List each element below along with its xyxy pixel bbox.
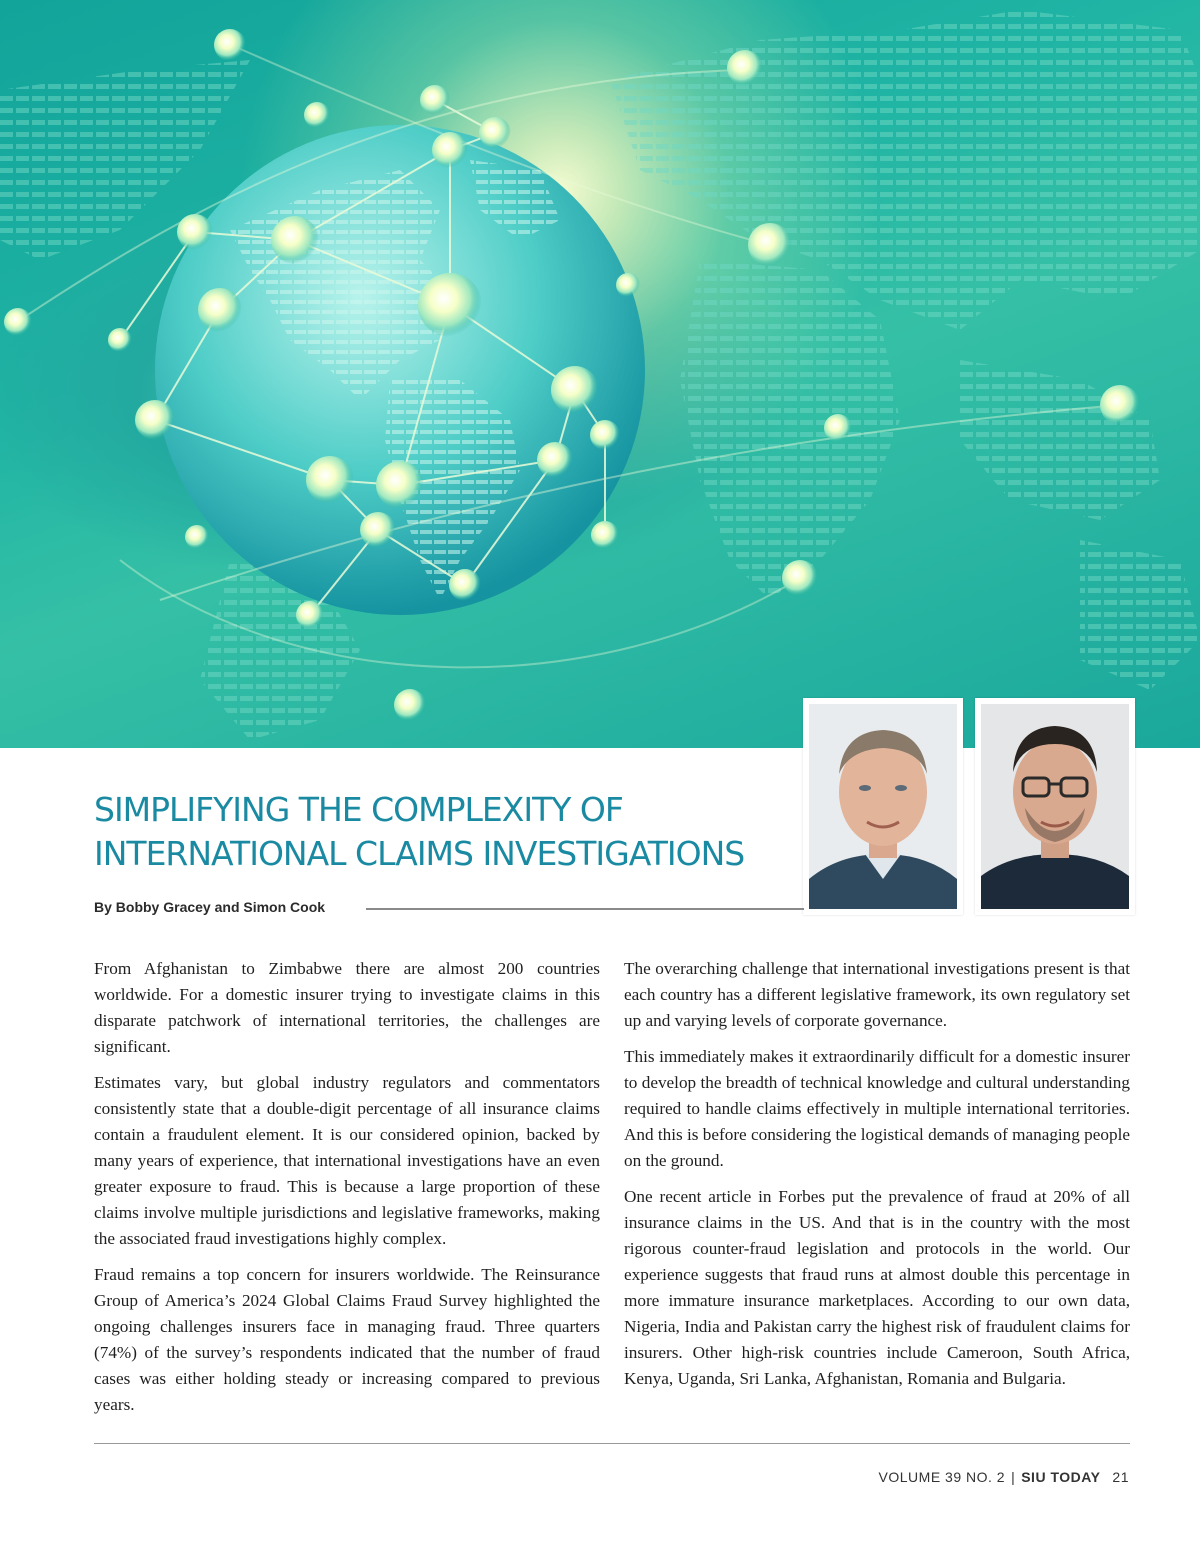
paragraph: The overarching challenge that international investigations present is that each country has a different legislative framework, its own regulatory set up and varying levels of corporate governance. (624, 959, 1130, 1030)
article-title (94, 788, 814, 876)
title-line-1: SIMPLIFYING THE COMPLEXITY OF (94, 790, 623, 829)
footer-separator: | (1011, 1469, 1016, 1485)
paragraph: Estimates vary, but global industry regulators and commentators consistently state that a double-digit percentage of all insurance claims contain a fraudulent element. It is our considered opinion, backed by many years of experience, that international investigations have an even greater exposure to fraud. This is because a large proportion of these claims involve multiple jurisdictions and legislative frameworks, making the associated fraud investigations highly complex. (94, 1073, 600, 1248)
author-headshot-1-icon (809, 704, 957, 909)
footer-magazine: SIU TODAY (1021, 1469, 1101, 1485)
right-column (624, 956, 1130, 1402)
author-headshot-2-icon (981, 704, 1129, 909)
paragraph: One recent article in Forbes put the prevalence of fraud at 20% of all insurance claims in the US. And that is in the country with the most rigorous counter-fraud legislation and protocols in the world. Our experience suggests that fraud runs at almost double this percentage in more immature insurance marketplaces. According to our own data, Nigeria, India and Pakistan carry the highest risk of fraudulent claims for insurers. Other high-risk countries include Cameroon, South Africa, Kenya, Uganda, Sri Lanka, Afghanistan, Romania and Bulgaria. (624, 1187, 1130, 1388)
paragraph: Fraud remains a top concern for insurers worldwide. The Reinsurance Group of America’s 2024 Global Claims Fraud Survey highlighted the ongoing challenges insurers face in managing fraud. Three quarters (74%) of the survey’s respondents indicated that the number of fraud cases was either holding steady or increasing compared to previous years. (94, 1265, 600, 1414)
author-photo-2 (975, 698, 1135, 915)
footer-rule (94, 1443, 1130, 1444)
paragraph: This immediately makes it extraordinarily difficult for a domestic insurer to develop the breadth of technical knowledge and cultural understanding required to handle claims effectively in multiple international territories. And this is before considering the logistical demands of managing people on the ground. (624, 1047, 1130, 1170)
footer-volume: VOLUME 39 NO. 2 (878, 1469, 1006, 1485)
left-column (94, 956, 600, 1428)
byline-rule (366, 908, 804, 910)
globe-network-icon (0, 0, 1200, 748)
title-line-2: INTERNATIONAL CLAIMS INVESTIGATIONS (94, 834, 745, 873)
page-footer (879, 1469, 1129, 1485)
hero-globe-illustration (0, 0, 1200, 748)
author-photo-1 (803, 698, 963, 915)
byline-row (94, 899, 804, 919)
paragraph: From Afghanistan to Zimbabwe there are almost 200 countries worldwide. For a domestic insurer trying to investigate claims in this disparate patchwork of international territories, the challenges are significant. (94, 959, 600, 1056)
byline: By Bobby Gracey and Simon Cook (94, 899, 326, 915)
page-number: 21 (1112, 1469, 1129, 1485)
